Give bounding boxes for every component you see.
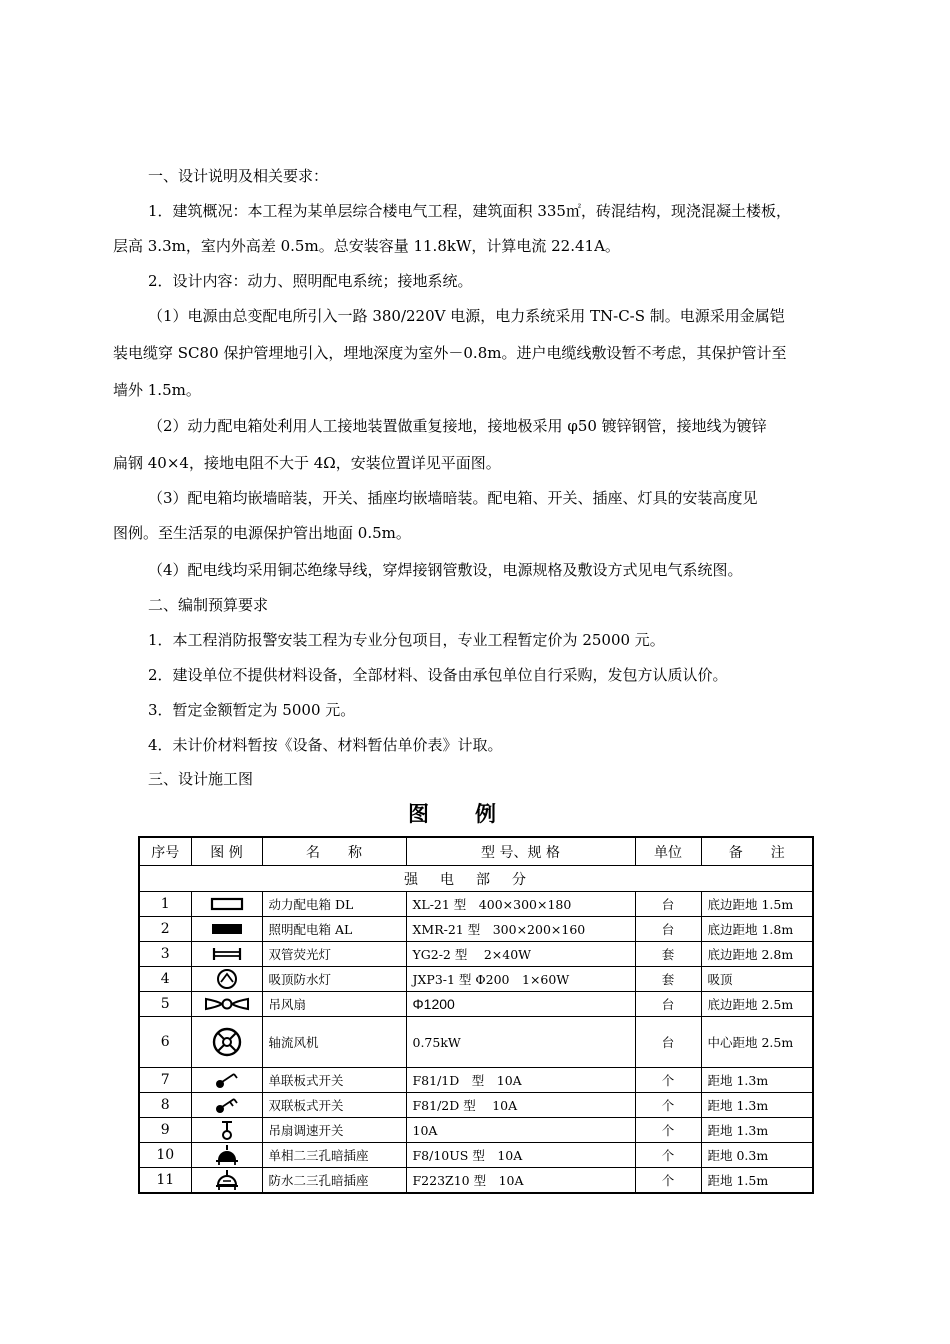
paragraph-line: 4．未计价材料暂按《设备、材料暂估单价表》计取。 xyxy=(148,736,503,754)
row-model: JXP3-1 型 Φ200 1×60W xyxy=(406,967,635,992)
table-row xyxy=(139,967,813,992)
table-row xyxy=(139,1068,813,1093)
fan-speed-switch-icon xyxy=(191,1118,262,1143)
heading-design-notes: 一、设计说明及相关要求： xyxy=(148,167,329,185)
row-model: 0.75kW xyxy=(406,1017,635,1068)
row-note: 底边距地 1.8m xyxy=(701,917,813,942)
row-unit: 个 xyxy=(635,1093,701,1118)
row-note: 吸顶 xyxy=(701,967,813,992)
legend-table xyxy=(138,836,814,1194)
row-note: 距地 1.5m xyxy=(701,1168,813,1194)
row-name: 吊扇调速开关 xyxy=(262,1118,406,1143)
row-no: 9 xyxy=(139,1118,191,1143)
row-name: 单相二三孔暗插座 xyxy=(262,1143,406,1168)
paragraph-line: 1．本工程消防报警安装工程为专业分包项目，专业工程暂定价为 25000 元。 xyxy=(148,631,665,649)
row-name: 轴流风机 xyxy=(262,1017,406,1068)
row-model: Φ1200 xyxy=(406,992,635,1017)
table-row xyxy=(139,917,813,942)
row-note: 底边距地 2.8m xyxy=(701,942,813,967)
ceiling-waterproof-lamp-icon xyxy=(191,967,262,992)
table-row xyxy=(139,1143,813,1168)
row-note: 底边距地 1.5m xyxy=(701,892,813,917)
row-name: 防水二三孔暗插座 xyxy=(262,1168,406,1194)
heading-drawings: 三、设计施工图 xyxy=(148,770,254,788)
row-name: 单联板式开关 xyxy=(262,1068,406,1093)
row-note: 底边距地 2.5m xyxy=(701,992,813,1017)
row-model: F223Z10 型 10A xyxy=(406,1168,635,1194)
single-switch-icon xyxy=(191,1068,262,1093)
row-no: 2 xyxy=(139,917,191,942)
row-name: 吊风扇 xyxy=(262,992,406,1017)
section-label: 强电部分 xyxy=(139,866,813,892)
row-unit: 台 xyxy=(635,892,701,917)
legend-title: 图例 xyxy=(408,802,542,826)
paragraph-line: 层高 3.3m，室内外高差 0.5m。总安装容量 11.8kW，计算电流 22.41A。 xyxy=(113,237,620,255)
lighting-distribution-box-icon xyxy=(191,917,262,942)
paragraph-line: 3．暂定金额暂定为 5000 元。 xyxy=(148,701,356,719)
row-model: F81/2D 型 10A xyxy=(406,1093,635,1118)
paragraph-line: 装电缆穿 SC80 保护管埋地引入，埋地深度为室外－0.8m。进户电缆线敷设暂不考虑，其保护管计至 xyxy=(113,344,787,362)
paragraph-line: 2．建设单位不提供材料设备，全部材料、设备由承包单位自行采购，发包方认质认价。 xyxy=(148,666,728,684)
header-symbol: 图 例 xyxy=(191,837,262,866)
table-row xyxy=(139,1168,813,1194)
paragraph-line: （4）配电线均采用铜芯绝缘导线，穿焊接钢管敷设，电源规格及敷设方式见电气系统图。 xyxy=(148,561,743,579)
row-name: 双管荧光灯 xyxy=(262,942,406,967)
row-no: 4 xyxy=(139,967,191,992)
paragraph-line: （2）动力配电箱处利用人工接地装置做重复接地，接地极采用 φ50 镀锌钢管，接地线为镀锌 xyxy=(148,417,767,435)
row-note: 距地 0.3m xyxy=(701,1143,813,1168)
paragraph-line: 2．设计内容：动力、照明配电系统；接地系统。 xyxy=(148,272,473,290)
paragraph-line: （3）配电箱均嵌墙暗装，开关、插座均嵌墙暗装。配电箱、开关、插座、灯具的安装高度见 xyxy=(148,489,758,507)
row-model: F8/10US 型 10A xyxy=(406,1143,635,1168)
row-unit: 台 xyxy=(635,917,701,942)
table-row xyxy=(139,1017,813,1068)
table-row xyxy=(139,1093,813,1118)
row-no: 3 xyxy=(139,942,191,967)
row-unit: 台 xyxy=(635,992,701,1017)
row-note: 距地 1.3m xyxy=(701,1118,813,1143)
header-model: 型 号、规 格 xyxy=(406,837,635,866)
row-no: 7 xyxy=(139,1068,191,1093)
paragraph-line: （1）电源由总变配电所引入一路 380/220V 电源，电力系统采用 TN-C-S 制。电源采用金属铠 xyxy=(148,307,785,325)
row-name: 照明配电箱 AL xyxy=(262,917,406,942)
row-unit: 套 xyxy=(635,967,701,992)
waterproof-socket-icon xyxy=(191,1168,262,1194)
legend-header-row xyxy=(139,837,813,866)
row-no: 1 xyxy=(139,892,191,917)
paragraph-line: 扁钢 40×4，接地电阻不大于 4Ω，安装位置详见平面图。 xyxy=(113,454,501,472)
paragraph-line: 1．建筑概况：本工程为某单层综合楼电气工程，建筑面积 335㎡，砖混结构，现浇混凝土楼板， xyxy=(148,202,791,220)
section-row xyxy=(139,866,813,892)
row-note: 距地 1.3m xyxy=(701,1068,813,1093)
row-unit: 个 xyxy=(635,1143,701,1168)
row-model: XL-21 型 400×300×180 xyxy=(406,892,635,917)
paragraph-line: 图例。至生活泵的电源保护管出地面 0.5m。 xyxy=(113,524,411,542)
row-unit: 个 xyxy=(635,1118,701,1143)
row-name: 双联板式开关 xyxy=(262,1093,406,1118)
axial-fan-icon xyxy=(191,1017,262,1068)
header-unit: 单位 xyxy=(635,837,701,866)
header-name: 名 称 xyxy=(262,837,406,866)
heading-budget: 二、编制预算要求 xyxy=(148,596,269,614)
header-note: 备 注 xyxy=(701,837,813,866)
paragraph-line: 墙外 1.5m。 xyxy=(113,381,201,399)
power-distribution-box-icon xyxy=(191,892,262,917)
row-name: 动力配电箱 DL xyxy=(262,892,406,917)
row-no: 11 xyxy=(139,1168,191,1194)
row-no: 8 xyxy=(139,1093,191,1118)
table-row xyxy=(139,892,813,917)
socket-icon xyxy=(191,1143,262,1168)
row-unit: 个 xyxy=(635,1068,701,1093)
row-name: 吸顶防水灯 xyxy=(262,967,406,992)
header-no: 序号 xyxy=(139,837,191,866)
row-model: F81/1D 型 10A xyxy=(406,1068,635,1093)
table-row xyxy=(139,942,813,967)
row-model: YG2-2 型 2×40W xyxy=(406,942,635,967)
double-switch-icon xyxy=(191,1093,262,1118)
row-model: 10A xyxy=(406,1118,635,1143)
row-note: 距地 1.3m xyxy=(701,1093,813,1118)
row-no: 10 xyxy=(139,1143,191,1168)
twin-fluorescent-lamp-icon xyxy=(191,942,262,967)
row-model: XMR-21 型 300×200×160 xyxy=(406,917,635,942)
row-no: 5 xyxy=(139,992,191,1017)
row-unit: 个 xyxy=(635,1168,701,1194)
row-no: 6 xyxy=(139,1017,191,1068)
row-note: 中心距地 2.5m xyxy=(701,1017,813,1068)
table-row xyxy=(139,992,813,1017)
table-row xyxy=(139,1118,813,1143)
ceiling-fan-icon xyxy=(191,992,262,1017)
row-unit: 台 xyxy=(635,1017,701,1068)
row-unit: 套 xyxy=(635,942,701,967)
